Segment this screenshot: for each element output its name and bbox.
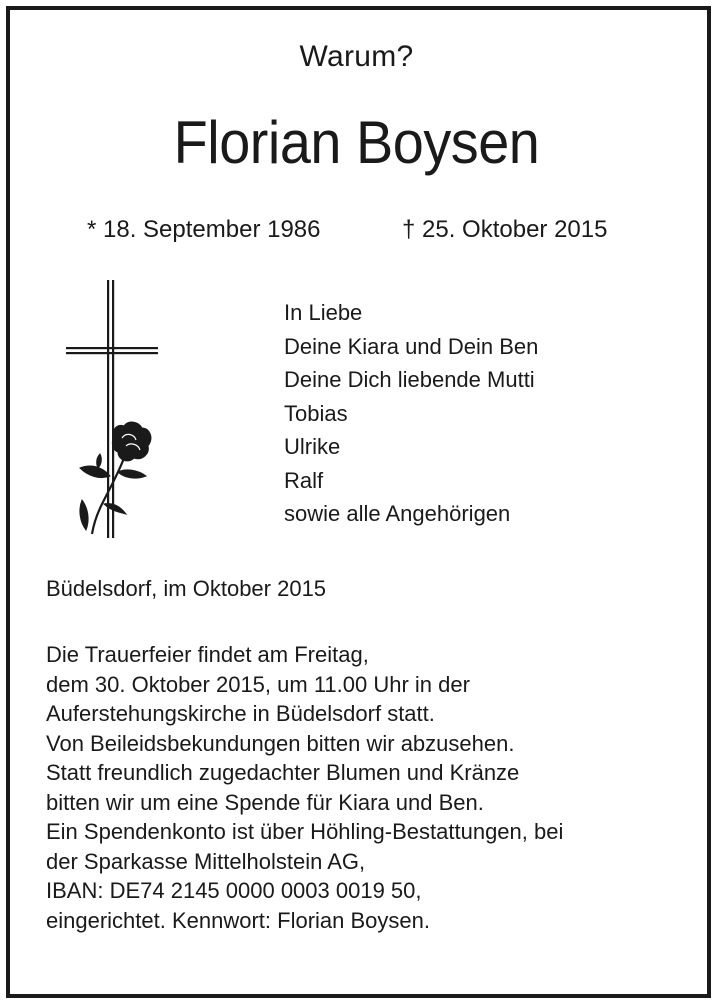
birth-date: * 18. September 1986 [87,216,321,243]
mourner-line: Ulrike [284,434,341,459]
funeral-notice [46,640,563,935]
mourners-list [284,296,538,531]
death-date: † 25. Oktober 2015 [402,216,608,243]
notice-line: Ein Spendenkonto ist über Höhling-Bestattungen, bei [46,819,564,844]
mourner-line: Deine Kiara und Dein Ben [284,333,539,359]
mourner-line: Ralf [284,467,324,493]
notice-line: dem 30. Oktober 2015, um 11.00 Uhr in der [46,671,470,697]
mourner-line: In Liebe [284,300,363,325]
mourner-line: sowie alle Angehörigen [284,501,511,526]
mourner-line: Tobias [284,400,348,426]
notice-line: bitten wir um eine Spende für Kiara und Ben. [46,789,484,815]
notice-line: Die Trauerfeier findet am Freitag, [46,642,369,667]
notice-line: der Sparkasse Mittelholstein AG, [46,848,366,874]
deceased-name: Florian Boysen [173,109,540,176]
notice-line: eingerichtet. Kennwort: Florian Boysen. [46,907,430,933]
notice-line: Von Beileidsbekundungen bitten wir abzusehen. [46,730,515,756]
place-and-date: Büdelsdorf, im Oktober 2015 [46,576,327,601]
mourner-line: Deine Dich liebende Mutti [284,367,535,392]
opening-question: Warum? [299,40,414,73]
cross-with-rose-icon [62,278,162,540]
notice-line: Statt freundlich zugedachter Blumen und Kränze [46,760,520,785]
notice-line: Auferstehungskirche in Büdelsdorf statt. [46,701,435,726]
notice-line: IBAN: DE74 2145 0000 0003 0019 50, [46,878,422,903]
